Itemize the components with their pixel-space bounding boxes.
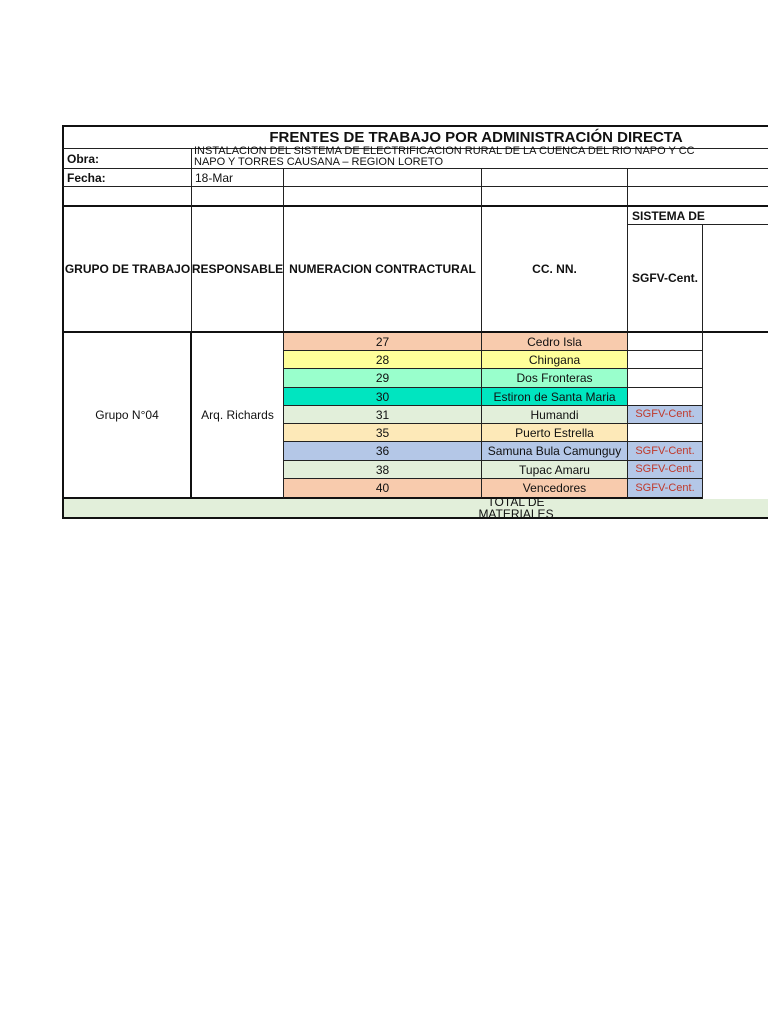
blank-row-cell-1: [62, 187, 192, 207]
header-sgfv: SGFV-Cent.: [628, 225, 768, 333]
row-cc: Humandi: [482, 406, 628, 424]
spreadsheet: [62, 125, 768, 520]
row-sgfv: [628, 388, 702, 406]
row-cc: Tupac Amaru: [482, 461, 628, 479]
header-grupo: GRUPO DE TRABAJO: [62, 207, 192, 333]
row-cc: Vencedores: [482, 479, 628, 499]
group-responsable: Arq. Richards: [192, 333, 284, 499]
fecha-empty-1: [284, 169, 482, 187]
row-num: 27: [284, 333, 482, 351]
group-name: Grupo N°04: [62, 333, 192, 499]
row-cc: Puerto Estrella: [482, 424, 628, 442]
row-sgfv: SGFV-Cent.: [628, 479, 702, 499]
header-sistema: SISTEMA DE: [628, 207, 768, 225]
header-numeracion: NUMERACION CONTRACTURAL: [284, 207, 482, 333]
row-cc: Chingana: [482, 351, 628, 369]
header-ccnn: CC. NN.: [482, 207, 628, 333]
obra-line-2: NAPO Y TORRES CAUSANA – REGION LORETO: [194, 156, 444, 168]
row-num: 28: [284, 351, 482, 369]
row-cc: Dos Fronteras: [482, 369, 628, 388]
total-label: TOTAL DE MATERIALES: [478, 495, 554, 520]
header-responsable: RESPONSABLE: [192, 207, 284, 333]
blank-row-cell-5: [628, 187, 768, 207]
blank-row-cell-4: [482, 187, 628, 207]
row-sgfv: [628, 424, 702, 442]
total-row: [62, 495, 768, 520]
row-num: 36: [284, 442, 482, 461]
fecha-value: 18-Mar: [192, 169, 284, 187]
obra-line-1: INSTALACION DEL SISTEMA DE ELECTRIFICACION RURAL DE LA CUENCA DEL RIO NAPO Y CC: [194, 146, 695, 157]
row-sgfv: [628, 369, 702, 388]
obra-value: [192, 146, 768, 169]
blank-row-cell-2: [192, 187, 284, 207]
header-sgfv-divider: [702, 225, 703, 333]
fecha-label: Fecha:: [62, 169, 192, 187]
row-num: 31: [284, 406, 482, 424]
row-sgfv: SGFV-Cent.: [628, 442, 702, 461]
sheet-title-text: FRENTES DE TRABAJO POR ADMINISTRACIÓN DIRECTA: [269, 129, 683, 146]
sgfv-column-divider: [702, 333, 703, 499]
fecha-empty-3: [628, 169, 768, 187]
row-sgfv: [628, 351, 702, 369]
row-num: 40: [284, 479, 482, 499]
row-num: 30: [284, 388, 482, 406]
row-num: 38: [284, 461, 482, 479]
row-sgfv: [628, 333, 702, 351]
row-sgfv: SGFV-Cent.: [628, 406, 702, 424]
row-cc: Cedro Isla: [482, 333, 628, 351]
row-sgfv: SGFV-Cent.: [628, 461, 702, 479]
blank-row-cell-3: [284, 187, 482, 207]
fecha-empty-2: [482, 169, 628, 187]
row-cc: Samuna Bula Camunguy: [482, 442, 628, 461]
row-num: 35: [284, 424, 482, 442]
row-num: 29: [284, 369, 482, 388]
row-cc: Estiron de Santa Maria: [482, 388, 628, 406]
obra-label: Obra:: [62, 149, 192, 169]
